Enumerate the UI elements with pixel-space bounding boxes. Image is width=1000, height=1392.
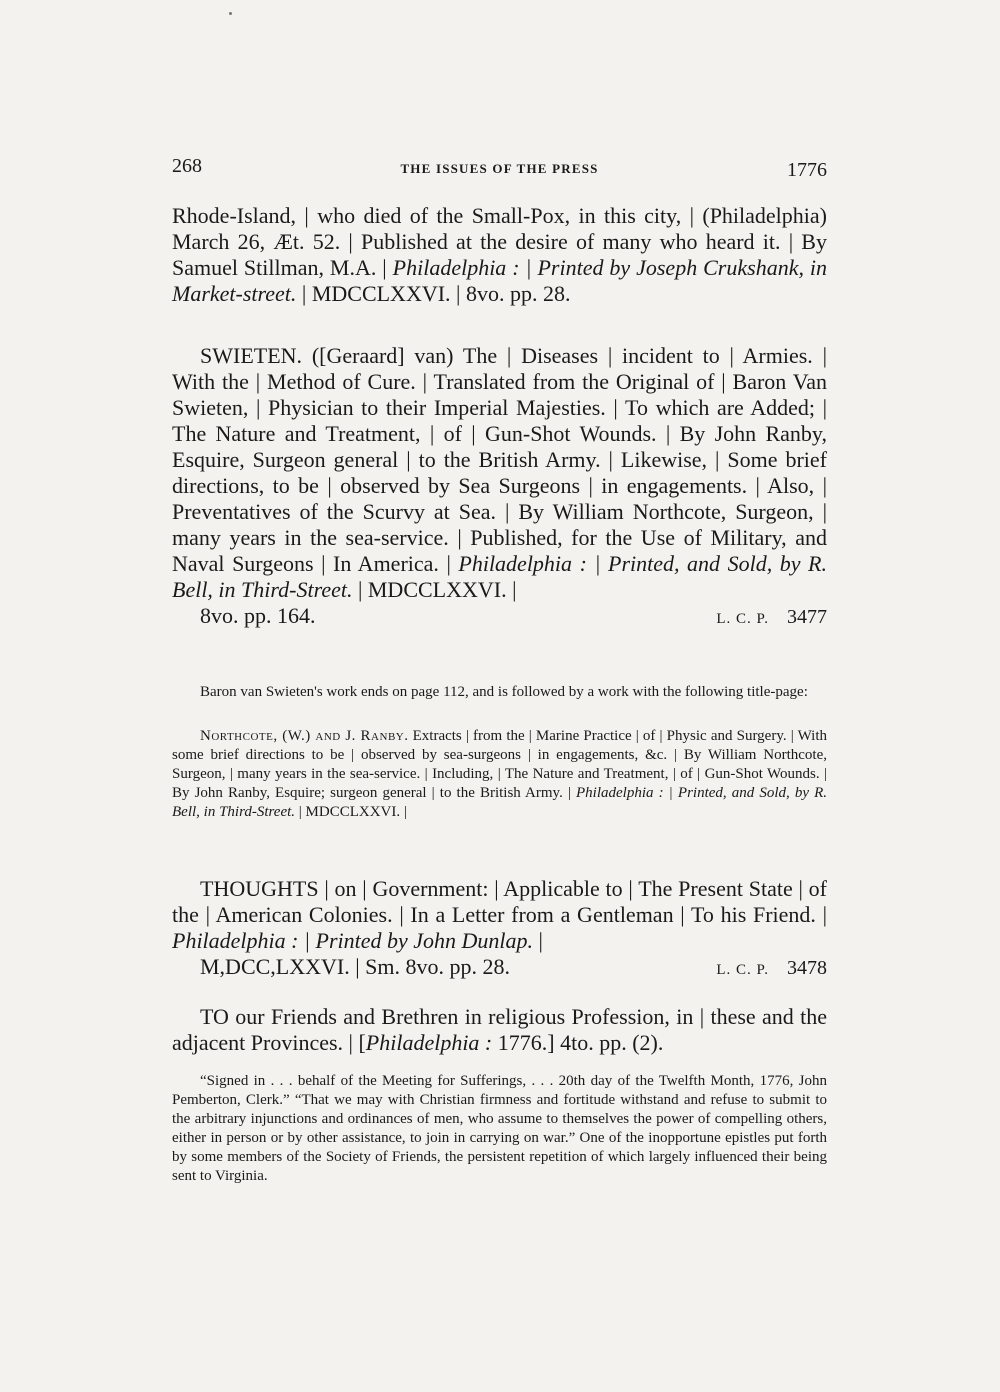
entry-tail	[172, 603, 827, 632]
entry-text: THOUGHTS | on | Government: | Applicable to | The Present State | of the | American Colonies. | In a Letter from a Gentleman | To his Friend. |	[172, 876, 827, 927]
entry-text: SWIETEN. ([Geraard] van) The | Diseases | incident to | Armies. | With the | Method of Cure. | Translated from the Original of | Baron Van Swieten, | Physician to their Imperial Majesties. | To which are Added; | The Nature and Treatment, | of | Gun-Shot Wounds. | By John Ranby, Esquire, Surgeon general | to the British Army. | Likewise, | Some brief directions, to be | observed by Sea Surgeons | in engagements. | Also, | Preventatives of the Scurvy at Sea. | By William Northcote, Surgeon, | many years in the sea-service. | Published, for the Use of Military, and Naval Surgeons | In America. |	[172, 343, 827, 576]
header-year: 1776	[787, 159, 827, 181]
page-number: 268	[172, 155, 202, 177]
entry-format: 8vo. pp. 164.	[200, 603, 316, 628]
entry-thoughts	[172, 876, 827, 983]
entry-text-end: | MDCCLXXVI. |	[352, 577, 517, 602]
note-swieten	[172, 683, 827, 702]
entry-friends	[172, 1004, 827, 1056]
entry-number: 3477	[787, 606, 827, 628]
entry-text-end: | MDCCLXXVI. | 8vo. pp. 28.	[296, 281, 571, 306]
entry-imprint: Philadelphia : | Printed by John Dunlap.	[172, 928, 534, 953]
entry-imprint: Philadelphia :	[365, 1030, 493, 1055]
note-text: “Signed in . . . behalf of the Meeting for Sufferings, . . . 20th day of the Twelfth Month, 1776, John Pemberton, Clerk.” “That we may with Christian firmness and fortitude withstand and refuse to submit to the arbitrary injunctions and ordinances of men, who assume to themselves the power of compelling others, either in person or by other assistance, to join in carrying on war.” One of the inopportune epistles put forth by some members of the Society of Friends, the persistent repetition of which largely influenced their being sent to Virginia.	[172, 1073, 827, 1184]
library-code: L. C. P.	[716, 962, 769, 978]
library-code: L. C. P.	[716, 611, 769, 627]
entry-swieten	[172, 343, 827, 632]
note-text-end: | MDCCLXXVI. |	[295, 804, 407, 820]
entry-text-end: |	[533, 928, 543, 953]
page-header	[172, 155, 827, 191]
entry-imprint: Philadelphia : | Printed by Joseph Crukshank, in Market-street.	[172, 255, 828, 306]
entry-imprint: Philadelphia : | Printed, and Sold, by R. Bell, in Third-Street.	[172, 551, 827, 602]
running-title: THE ISSUES OF THE PRESS	[400, 161, 599, 176]
entry-number: 3478	[787, 957, 827, 979]
entry-reference	[688, 955, 827, 983]
page-speck	[229, 12, 232, 15]
note-friends	[172, 1072, 827, 1186]
note-authors: Northcote, (W.) and J. Ranby.	[200, 728, 409, 744]
entry-format: M,DCC,LXXVI. | Sm. 8vo. pp. 28.	[200, 954, 510, 979]
entry-text-end: 1776.] 4to. pp. (2).	[492, 1030, 664, 1055]
entry-continuation	[172, 203, 827, 307]
entry-text: TO our Friends and Brethren in religious Profession, in | these and the adjacent Provinces. | [	[172, 1004, 827, 1055]
entry-reference	[688, 604, 827, 632]
entry-tail	[172, 954, 827, 983]
note-text: Extracts | from the | Marine Practice | of | Physic and Surgery. | With some brief directions to be | observed by sea-surgeons | in engagements, &c. | By William Northcote, Surgeon, | many years in the sea-service. | Including, | The Nature and Treatment, | of | Gun-Shot Wounds. | By John Ranby, Esquire; surgeon general | to the British Army. |	[172, 728, 827, 801]
note-text: Baron van Swieten's work ends on page 112, and is followed by a work with the following title-page:	[200, 684, 808, 700]
note-northcote	[172, 727, 827, 822]
entry-text: Rhode-Island, | who died of the Small-Pox, in this city, | (Philadelphia) March 26, Æt. 52. | Published at the desire of many who heard it. | By Samuel Stillman, M.A. |	[172, 203, 827, 280]
note-imprint: Philadelphia : | Printed, and Sold, by R. Bell, in Third-Street.	[172, 785, 827, 820]
